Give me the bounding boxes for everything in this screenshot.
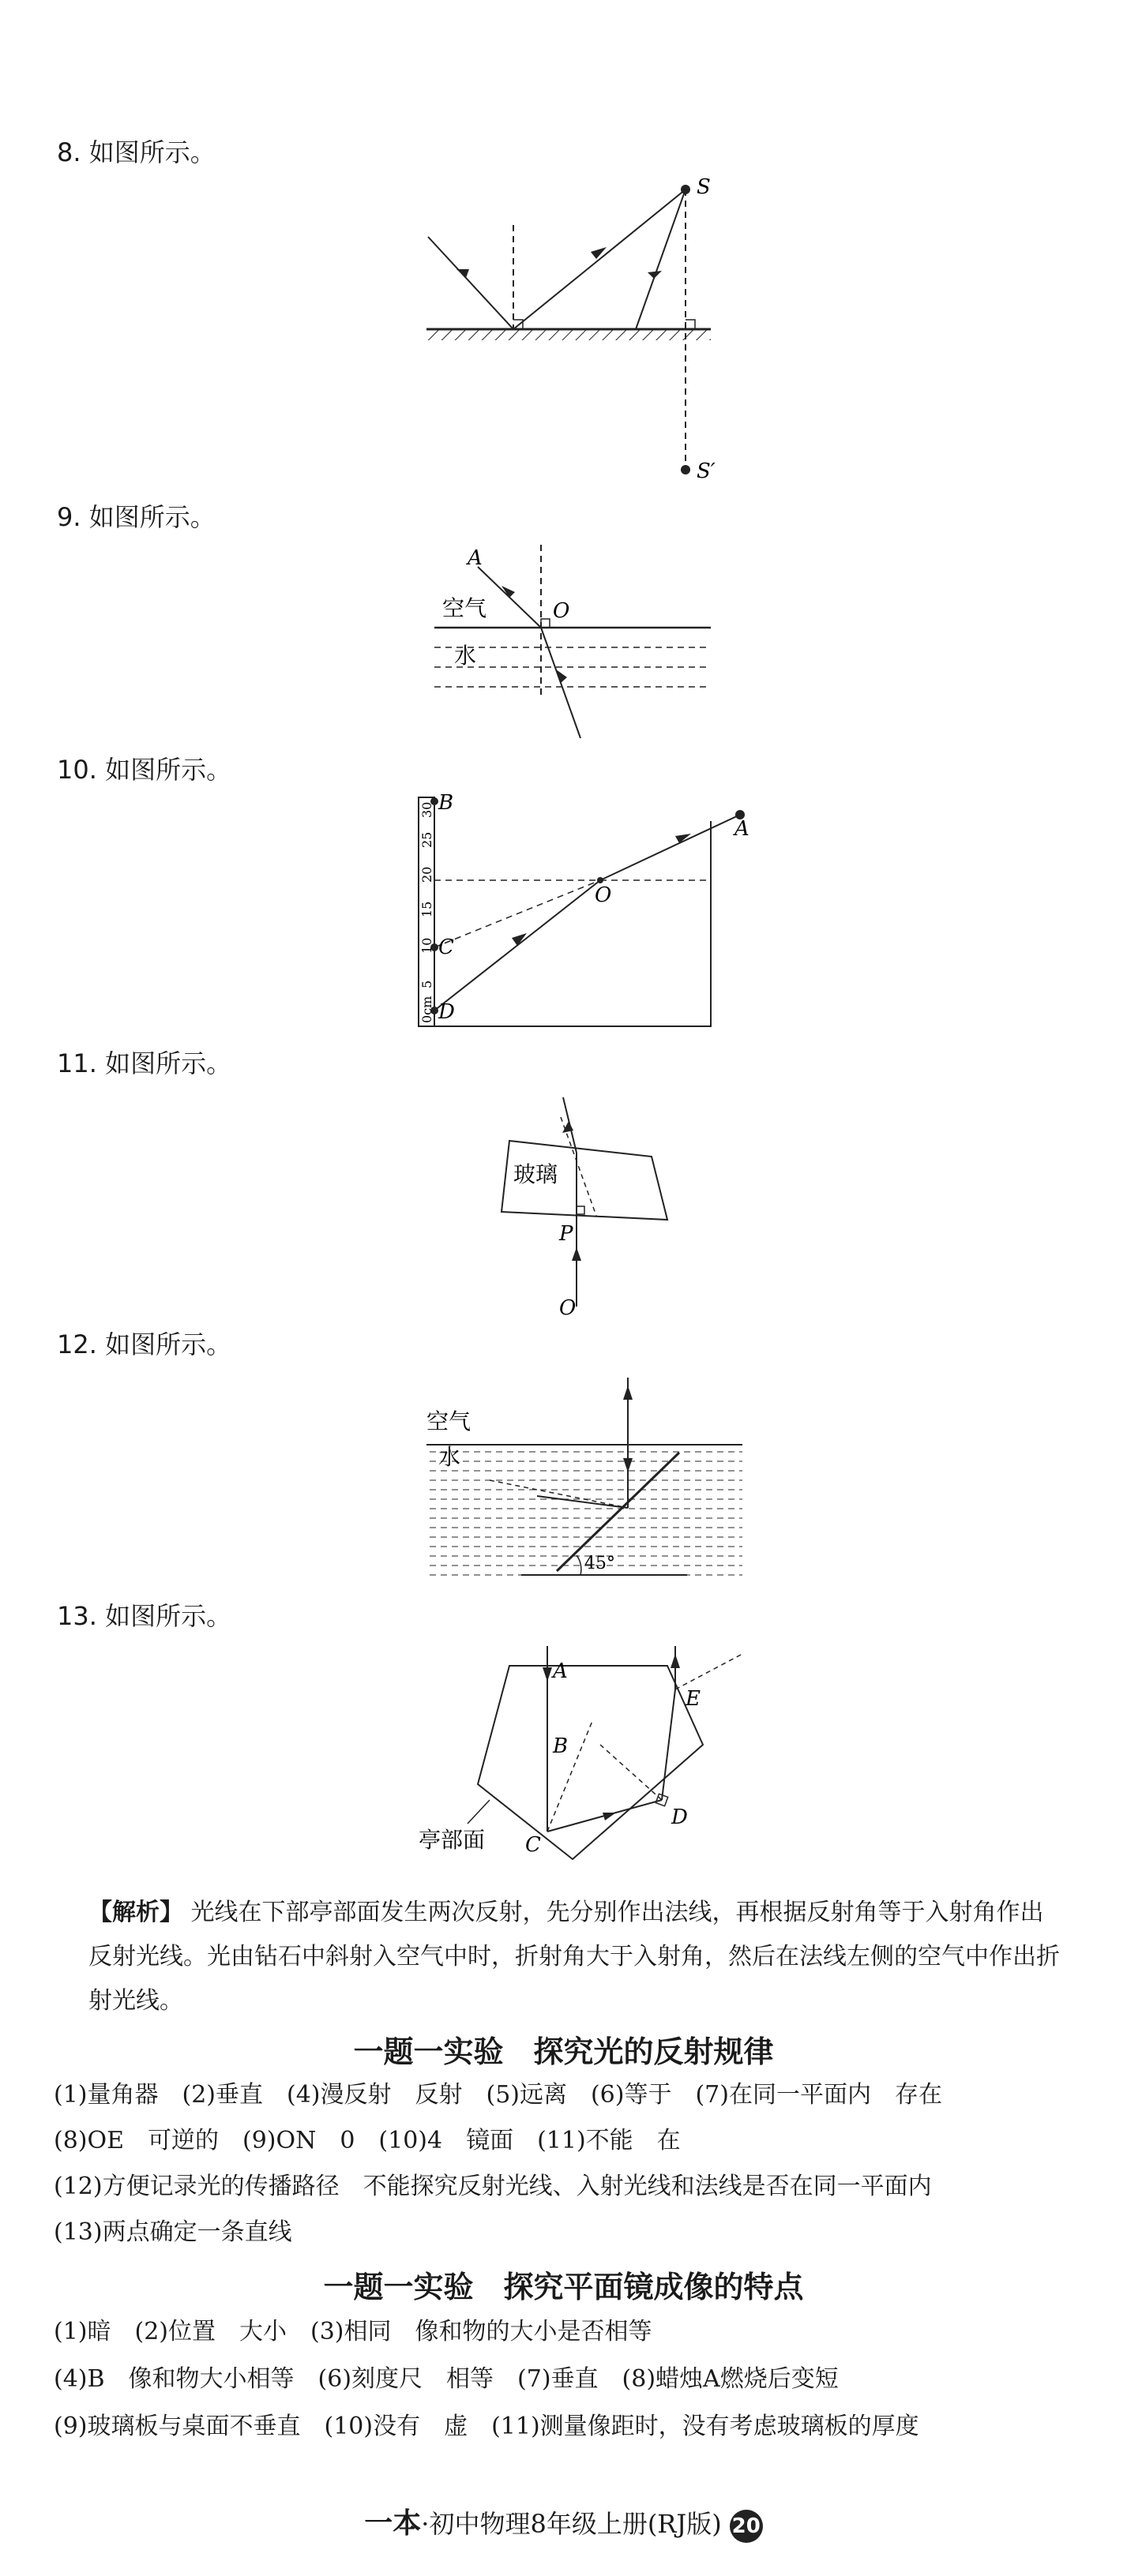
question-8-label: 8. 如图所示。 xyxy=(57,137,216,167)
incident-ray xyxy=(513,189,686,329)
ruler-tick: 25 xyxy=(419,831,434,848)
question-11-label: 11. 如图所示。 xyxy=(57,1048,232,1078)
label-air: 空气 xyxy=(442,595,487,621)
label-s: S xyxy=(697,175,711,199)
label-d: D xyxy=(438,1000,455,1024)
arrow-head xyxy=(591,247,607,259)
ruler-tick: 20 xyxy=(419,866,434,883)
label-water: 水 xyxy=(438,1444,461,1470)
diamond-outline xyxy=(478,1666,703,1859)
section-1-line: (12)方便记录光的传播路径 不能探究反射光线、入射光线和法线是否在同一平面内 xyxy=(54,2173,932,2200)
footer-text: ·初中物理8年级上册(RJ版) xyxy=(421,2509,722,2539)
ruler-tick: 30 xyxy=(419,801,434,818)
section-2-line: (1)暗 (2)位置 大小 (3)相同 像和物的大小是否相等 xyxy=(54,2318,652,2345)
arrow-head xyxy=(456,269,469,278)
label-e: E xyxy=(686,1687,701,1711)
label-a: A xyxy=(553,1659,568,1683)
label-c: C xyxy=(438,936,454,959)
point-o xyxy=(597,877,603,883)
analysis-text: 光线在下部亭部面发生两次反射，先分别作出法线，再根据反射角等于入射角作出反射光线。光由钻石中斜射入空气中时，折射角大于入射角，然后在法线左侧的空气中作出折射光线。 xyxy=(88,1899,1060,2015)
figure-11-glass-refraction xyxy=(490,1086,679,1322)
analysis-block xyxy=(88,1891,1060,2023)
figure-10-tank-ruler xyxy=(407,782,770,1034)
figure-9-refraction-water xyxy=(419,537,727,746)
mirror-hatching xyxy=(426,329,711,340)
analysis-tag: 【解析】 xyxy=(88,1899,183,1926)
question-9-label: 9. 如图所示。 xyxy=(57,502,216,532)
label-a: A xyxy=(734,817,749,841)
tank-outline xyxy=(434,821,711,1026)
label-b: B xyxy=(438,791,454,815)
question-12-label: 12. 如图所示。 xyxy=(57,1329,232,1359)
section-2-line: (4)B 像和物大小相等 (6)刻度尺 相等 (7)垂直 (8)蜡烛A燃烧后变短 xyxy=(54,2365,839,2393)
label-o: O xyxy=(595,883,612,907)
arrow-head xyxy=(623,1385,633,1400)
label-a: A xyxy=(468,546,483,570)
label-o: O xyxy=(553,599,570,623)
section-2-line: (9)玻璃板与桌面不垂直 (10)没有 虚 (11)测量像距时，没有考虑玻璃板的厚度 xyxy=(54,2413,919,2440)
ruler-unit: 0cm xyxy=(419,996,434,1023)
section-1-line: (13)两点确定一条直线 xyxy=(54,2218,292,2246)
section-1-line: (1)量角器 (2)垂直 (4)漫反射 反射 (5)远离 (6)等于 (7)在同一平面内 存在 xyxy=(54,2081,942,2109)
arrow-head xyxy=(603,1813,616,1820)
ray-o-to-a xyxy=(600,815,740,880)
label-d: D xyxy=(671,1805,688,1829)
reflected-ray-2 xyxy=(662,1689,675,1800)
ruler-tick: 15 xyxy=(419,901,434,917)
footer-brand: 一本 xyxy=(364,2507,422,2540)
point-s-prime xyxy=(681,465,690,474)
figure-13-diamond xyxy=(403,1634,742,1879)
label-b: B xyxy=(553,1734,569,1758)
label-p: P xyxy=(559,1222,573,1246)
label-air: 空气 xyxy=(426,1408,471,1434)
label-glass: 玻璃 xyxy=(513,1161,558,1187)
section-2-title: 一题一实验 探究平面镜成像的特点 xyxy=(323,2269,804,2304)
figure-12-water-mirror xyxy=(419,1362,750,1591)
reflected-ray xyxy=(428,237,513,329)
question-10-label: 10. 如图所示。 xyxy=(57,755,232,785)
normal-line xyxy=(600,1745,662,1800)
right-angle-mark xyxy=(541,619,550,628)
label-water: 水 xyxy=(454,643,477,669)
arrow-head xyxy=(648,271,662,279)
label-o: O xyxy=(559,1296,577,1320)
label-c: C xyxy=(525,1833,541,1857)
page-number-badge: 20 xyxy=(730,2510,763,2543)
arrow-head xyxy=(572,1247,581,1261)
face-pointer xyxy=(468,1800,490,1824)
arrow-head xyxy=(671,1654,680,1668)
question-13-label: 13. 如图所示。 xyxy=(57,1601,232,1631)
right-angle-mark xyxy=(686,320,695,329)
arrow-head xyxy=(543,1667,552,1682)
normal-line xyxy=(675,1654,742,1689)
page-footer xyxy=(0,2501,1127,2543)
point-s xyxy=(681,185,690,194)
section-1-line: (8)OE 可逆的 (9)ON 0 (10)4 镜面 (11)不能 在 xyxy=(54,2127,681,2154)
ruler-tick: 10 xyxy=(419,937,434,954)
label-angle: 45° xyxy=(584,1554,615,1573)
section-1-title: 一题一实验 探究光的反射规律 xyxy=(353,2034,774,2069)
ruler-tick: 5 xyxy=(419,980,434,988)
right-angle-mark xyxy=(577,1206,584,1214)
label-face: 亭部面 xyxy=(419,1827,486,1853)
label-s-prime: S′ xyxy=(697,459,716,483)
figure-8-mirror-reflection xyxy=(411,170,742,486)
